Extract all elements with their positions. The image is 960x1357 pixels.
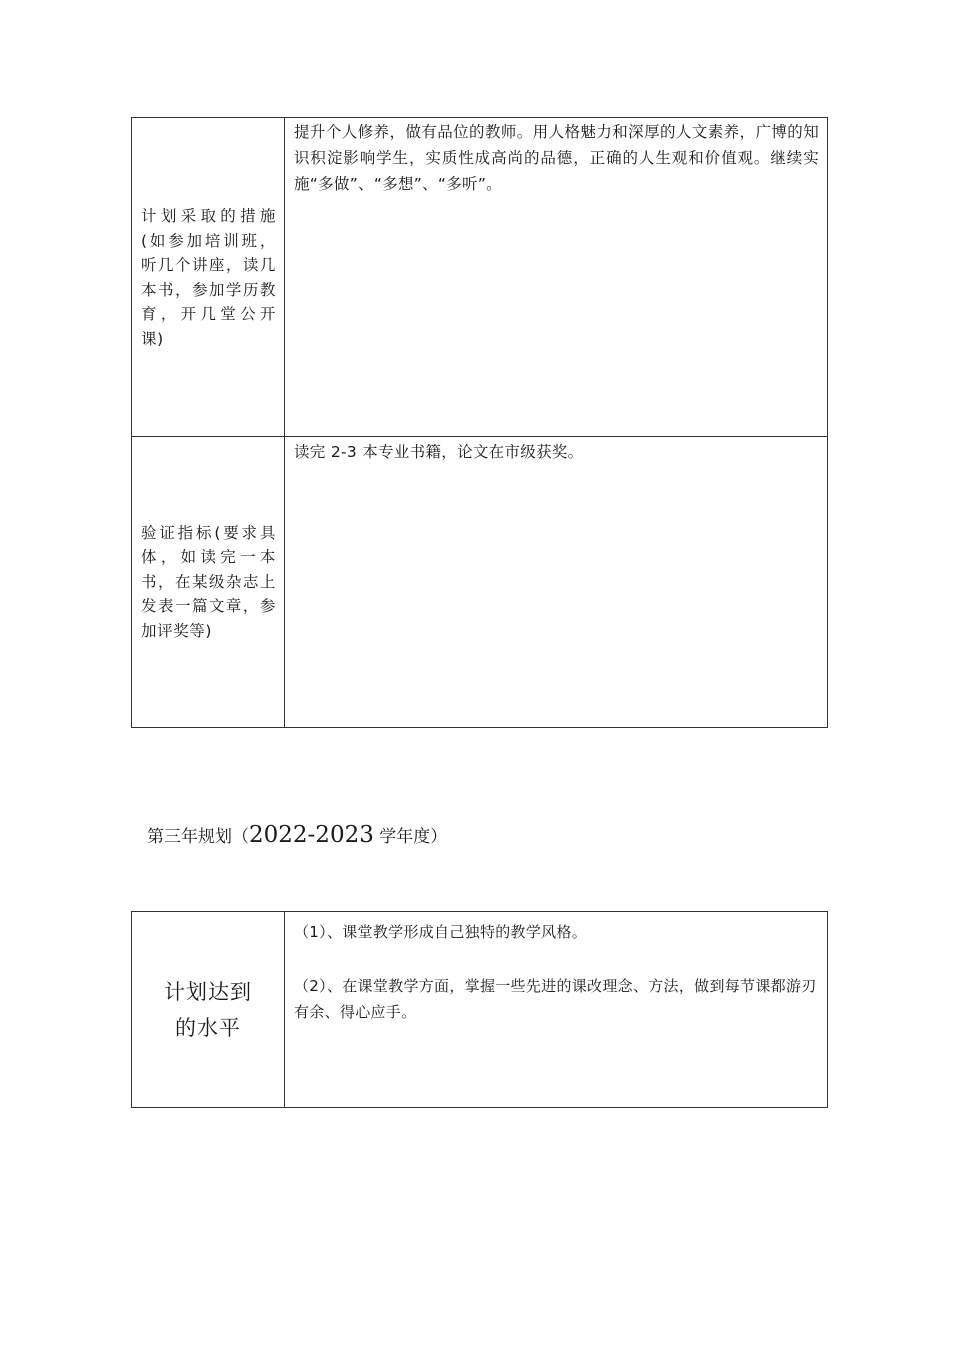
section-title-suffix: 学年度） xyxy=(373,827,448,847)
measures-content: 提升个人修养，做有品位的教师。用人格魅力和深厚的人文素养，广博的知识积淀影响学生，实质性成高尚的品德，正确的人生观和价值观。继续实施“多做”、“多想”、“多听”。 xyxy=(294,123,819,193)
measures-label-cell xyxy=(132,118,285,437)
indicators-content-cell xyxy=(285,437,827,727)
table-row-measures xyxy=(132,118,827,437)
measures-label: 计划采取的措施(如参加培训班，听几个讲座，读几本书，参加学历教育，开几堂公开课) xyxy=(141,207,276,348)
table-row-level xyxy=(132,912,827,1107)
level-item-2: （2）、在课堂教学方面，掌握一些先进的课改理念、方法，做到每节课都游刃有余、得心应手。 xyxy=(294,977,817,1021)
indicators-content: 读完 2-3 本专业书籍，论文在市级获奖。 xyxy=(294,443,584,461)
table-row-indicators xyxy=(132,436,827,727)
section-title-years: 2022-2023 xyxy=(249,822,374,848)
section-title xyxy=(147,822,447,848)
level-content-cell xyxy=(285,912,827,1107)
indicators-label: 验证指标(要求具体，如读完一本书，在某级杂志上发表一篇文章，参加评奖等) xyxy=(141,523,276,640)
indicators-label-cell xyxy=(132,437,285,727)
measures-content-cell xyxy=(285,118,827,437)
level-label-line2: 的水平 xyxy=(175,1015,241,1040)
level-item-1: （1）、课堂教学形成自己独特的教学风格。 xyxy=(294,923,588,941)
level-label-cell xyxy=(132,912,285,1107)
section-title-prefix: 第三年规划（ xyxy=(147,827,249,847)
measures-table xyxy=(131,117,828,728)
level-table xyxy=(131,911,828,1108)
level-label xyxy=(132,974,284,1046)
level-label-line1: 计划达到 xyxy=(164,979,252,1004)
